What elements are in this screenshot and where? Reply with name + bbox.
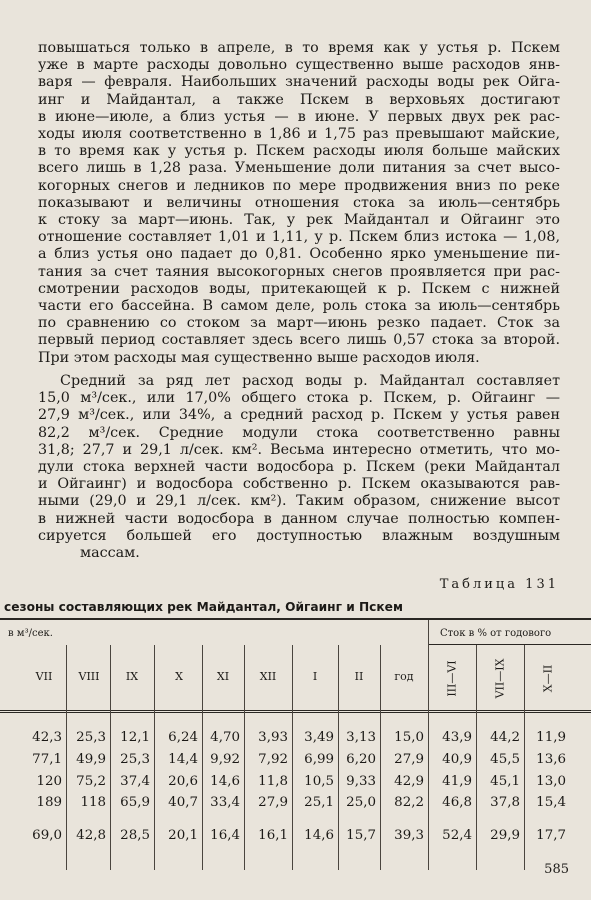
table-cell: 3,93 [258, 730, 288, 745]
body-paragraph-1 [38, 40, 560, 367]
text-line: отношение составляет 1,01 и 1,11, у р. Пскем близ истока — 1,08, [38, 229, 560, 246]
table-cell: 45,5 [490, 752, 520, 767]
page-number: 585 [544, 862, 569, 877]
table-cell: 20,1 [168, 828, 198, 843]
table-cell: 13,0 [536, 774, 566, 789]
text-line: и Ойгаинг) и водосбора собственно р. Пскем оказываются рав- [38, 476, 560, 493]
text-line: ходы июля соответственно в 1,86 и 1,75 раз превышают майские, [38, 126, 560, 143]
table-col-rule [244, 645, 245, 870]
table-cell: 6,99 [304, 752, 334, 767]
table-cell: 77,1 [32, 752, 62, 767]
text-line: уже в марте расходы довольно существенно выше расходов янв- [38, 57, 560, 74]
table-cell: 6,24 [168, 730, 198, 745]
table-cell: 25,0 [346, 795, 376, 810]
column-header: X [175, 670, 183, 683]
table-cell: 17,7 [536, 828, 566, 843]
table-cell: 15,4 [536, 795, 566, 810]
column-header: I [312, 670, 318, 683]
table-cell: 37,8 [490, 795, 520, 810]
table-cell: 25,3 [120, 752, 150, 767]
data-table [0, 618, 591, 870]
text-line: смотрении расходов воды, притекающей к р. Пскем с нижней [38, 280, 560, 297]
table-cell: 29,9 [490, 828, 520, 843]
text-line: а близ устья оно падает до 0,81. Особенно ярко уменьшение пи- [38, 246, 560, 263]
table-col-rule [476, 645, 477, 870]
table-cell: 75,2 [76, 774, 106, 789]
table-cell: 39,3 [394, 828, 424, 843]
table-caption: Таблица 131 [439, 577, 559, 592]
table-header-rule [0, 710, 591, 711]
text-line: дули стока верхней части водосбора р. Пскем (реки Майдантал [38, 459, 560, 476]
table-cell: 6,20 [346, 752, 376, 767]
table-cell: 15,7 [346, 828, 376, 843]
text-line: 15,0 м³/сек., или 17,0% общего стока р. Пскем, р. Ойгаинг — [38, 390, 560, 407]
table-cell: 27,9 [258, 795, 288, 810]
column-header: II [354, 670, 364, 683]
text-line: ными (29,0 и 29,1 л/сек. км²). Таким образом, снижение высот [38, 493, 560, 510]
table-top-rule [0, 618, 591, 620]
column-header: X—II [541, 664, 555, 693]
text-line: При этом расходы мая существенно выше расходов июля. [38, 349, 480, 366]
column-header: XI [216, 670, 230, 683]
text-line: показывают и величины отношения стока за июль—сентябрь [38, 194, 560, 211]
table-cell: 15,0 [394, 730, 424, 745]
table-cell: 120 [36, 774, 62, 789]
table-col-rule [428, 620, 429, 870]
table-cell: 11,9 [536, 730, 566, 745]
table-cell: 7,92 [258, 752, 288, 767]
table-col-rule [380, 645, 381, 870]
table-cell: 118 [80, 795, 106, 810]
column-header: IX [125, 670, 139, 683]
table-cell: 25,3 [76, 730, 106, 745]
text-line: по сравнению со стоком за март—июнь резко падает. Сток за [38, 315, 560, 332]
percent-header: Сток в % от годового [440, 628, 552, 639]
table-col-rule [110, 645, 111, 870]
table-cell: 42,9 [394, 774, 424, 789]
table-cell: 12,1 [120, 730, 150, 745]
text-line: части его бассейна. В самом деле, роль стока за июль—сентябрь [38, 298, 560, 315]
table-cell: 52,4 [442, 828, 472, 843]
text-line: варя — февраля. Наибольших значений расходы воды рек Ойга- [38, 74, 560, 91]
text-line: тания за счет таяния высокогорных снегов проявляется при рас- [38, 263, 560, 280]
column-header: VII—IX [493, 658, 507, 699]
column-header: год [394, 670, 414, 683]
table-cell: 69,0 [32, 828, 62, 843]
table-cell: 37,4 [120, 774, 150, 789]
table-cell: 16,4 [210, 828, 240, 843]
table-cell: 3,13 [346, 730, 376, 745]
table-cell: 65,9 [120, 795, 150, 810]
table-cell: 33,4 [210, 795, 240, 810]
table-cell: 42,8 [76, 828, 106, 843]
table-cell: 11,8 [258, 774, 288, 789]
table-cell: 9,33 [346, 774, 376, 789]
table-cell: 13,6 [536, 752, 566, 767]
table-cell: 28,5 [120, 828, 150, 843]
table-col-rule [292, 645, 293, 870]
table-cell: 14,6 [210, 774, 240, 789]
text-line: первый период составляет здесь всего лишь 0,57 стока за второй. [38, 332, 560, 349]
table-cell: 10,5 [304, 774, 334, 789]
table-cell: 189 [36, 795, 62, 810]
table-cell: 40,9 [442, 752, 472, 767]
table-cell: 14,6 [304, 828, 334, 843]
table-cell: 25,1 [304, 795, 334, 810]
text-line: 82,2 м³/сек. Средние модули стока соответственно равны [38, 424, 560, 441]
table-cell: 41,9 [442, 774, 472, 789]
text-line: инг и Майдантал, а также Пскем в верховьях достигают [38, 91, 560, 108]
table-cell: 82,2 [394, 795, 424, 810]
table-cell: 9,92 [210, 752, 240, 767]
table-cell: 45,1 [490, 774, 520, 789]
text-line: 27,9 м³/сек., или 34%, а средний расход р. Пскем у устья равен [38, 407, 560, 424]
text-line: в то время как у устья р. Пскем расходы июля больше майских [38, 143, 560, 160]
table-col-rule [524, 645, 525, 870]
table-cell: 46,8 [442, 795, 472, 810]
table-cell: 40,7 [168, 795, 198, 810]
table-cell: 43,9 [442, 730, 472, 745]
table-cell: 16,1 [258, 828, 288, 843]
table-cell: 14,4 [168, 752, 198, 767]
column-header: VIII [78, 670, 100, 683]
column-header: VII [35, 670, 53, 683]
text-line: всего лишь в 1,28 раза. Уменьшение доли питания за счет высо- [38, 160, 560, 177]
table-cell: 3,49 [304, 730, 334, 745]
unit-header: в м³/сек. [8, 628, 53, 639]
table-cell: 20,6 [168, 774, 198, 789]
column-header: III—VI [445, 660, 459, 697]
table-cell: 42,3 [32, 730, 62, 745]
text-line: в июне—июле, а близ устья — в июне. У первых двух рек рас- [38, 108, 560, 125]
text-line: повышаться только в апреле, в то время как у устья р. Пскем [38, 40, 560, 56]
table-col-rule [154, 645, 155, 870]
table-cell: 4,70 [210, 730, 240, 745]
text-line: сируется большей его доступностью влажным воздушным [38, 527, 560, 544]
text-line: Средний за ряд лет расход воды р. Майдантал составляет [60, 373, 560, 389]
table-percent-rule [428, 644, 591, 645]
body-paragraph-2 [38, 373, 560, 562]
table-header-rule-2 [0, 712, 591, 713]
table-col-rule [66, 645, 67, 870]
table-cell: 27,9 [394, 752, 424, 767]
text-line: к стоку за март—июнь. Так, у рек Майдантал и Ойгаинг это [38, 212, 560, 229]
text-line: когорных снегов и ледников по мере продвижения вниз по реке [38, 177, 560, 194]
text-line: в нижней части водосбора в данном случае полностью компен- [38, 510, 560, 527]
text-line: массам. [80, 545, 140, 562]
table-cell: 49,9 [76, 752, 106, 767]
table-title: сезоны составляющих рек Майдантал, Ойгаинг и Пскем [4, 600, 403, 614]
column-header: XII [259, 670, 277, 683]
table-cell: 44,2 [490, 730, 520, 745]
text-line: 31,8; 27,7 и 29,1 л/сек. км². Весьма интересно отметить, что мо- [38, 441, 560, 458]
